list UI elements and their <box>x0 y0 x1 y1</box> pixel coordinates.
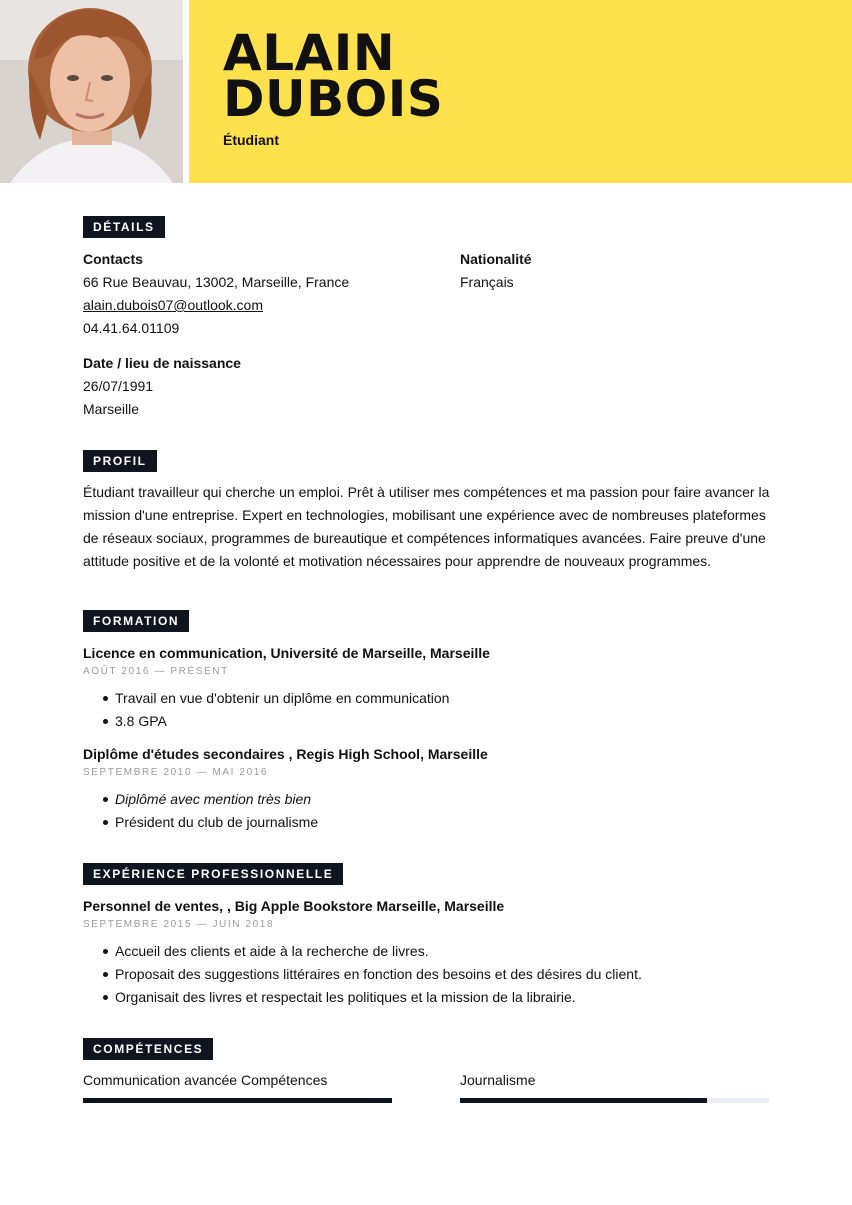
bullet-item: Président du club de journalisme <box>83 811 488 834</box>
bullet-item: Proposait des suggestions littéraires en fonction des besoins et des désires du client. <box>83 963 642 986</box>
birth-label: Date / lieu de naissance <box>83 355 241 371</box>
section-title-experience: EXPÉRIENCE PROFESSIONNELLE <box>83 863 343 885</box>
entry-dates: AOÛT 2016 — PRÉSENT <box>83 666 229 677</box>
candidate-name <box>223 24 444 128</box>
entry-title: Diplôme d'études secondaires , Regis High School, Marseille <box>83 746 488 762</box>
birth-date: 26/07/1991 <box>83 378 154 394</box>
bullet-item: Organisait des livres et respectait les politiques et la mission de la librairie. <box>83 986 642 1009</box>
skill-name: Journalisme <box>460 1072 536 1088</box>
nationality-label: Nationalité <box>460 251 532 267</box>
entry-bullets <box>83 687 490 733</box>
profile-photo <box>0 0 183 183</box>
entry-bullets <box>83 788 488 834</box>
skill-level-bar <box>83 1098 392 1103</box>
skill-level-fill <box>83 1098 392 1103</box>
bullet-item: 3.8 GPA <box>83 710 490 733</box>
section-title-details: DÉTAILS <box>83 216 165 238</box>
skill-level-bar <box>460 1098 769 1103</box>
section-title-profile: PROFIL <box>83 450 157 472</box>
profile-text: Étudiant travailleur qui cherche un emploi. Prêt à utiliser mes compétences et ma passion pour faire avancer la mission d'une entreprise. Expert en technologies, mobilisant une expérience avec de nombreuses plateformes de réseaux sociaux, programmes de bureautique et compétences informatiques avancées. Faire preuve d'une attitude positive et de la volonté et motivation nécessaires pour apprendre de nouveaux programmes. <box>83 484 770 569</box>
education-entry <box>83 643 490 733</box>
entry-dates: SEPTEMBRE 2015 — JUIN 2018 <box>83 919 275 930</box>
avatar-portrait <box>0 0 183 183</box>
bullet-item: Travail en vue d'obtenir un diplôme en communication <box>83 687 490 710</box>
skill-level-fill <box>460 1098 707 1103</box>
experience-entry <box>83 896 642 1009</box>
bullet-item: Accueil des clients et aide à la recherche de livres. <box>83 940 642 963</box>
address: 66 Rue Beauvau, 13002, Marseille, France <box>83 274 350 290</box>
contacts-label: Contacts <box>83 251 143 267</box>
education-entry <box>83 744 488 834</box>
email-link[interactable]: alain.dubois07@outlook.com <box>83 297 263 313</box>
nationality-block <box>460 248 532 294</box>
phone: 04.41.64.01109 <box>83 320 180 336</box>
nationality: Français <box>460 274 514 290</box>
entry-dates: SEPTEMBRE 2010 — MAI 2016 <box>83 767 269 778</box>
skill-name: Communication avancée Compétences <box>83 1072 328 1088</box>
last-name: DUBOIS <box>223 70 444 128</box>
birth-block <box>83 352 241 421</box>
entry-title: Personnel de ventes, , Big Apple Bookstore Marseille, Marseille <box>83 898 505 914</box>
contacts-block <box>83 248 349 340</box>
candidate-role: Étudiant <box>223 132 279 148</box>
bullet-item: Diplômé avec mention très bien <box>83 788 488 811</box>
section-title-skills: COMPÉTENCES <box>83 1038 213 1060</box>
entry-bullets <box>83 940 642 1009</box>
birth-place: Marseille <box>83 401 140 417</box>
entry-title: Licence en communication, Université de Marseille, Marseille <box>83 645 490 661</box>
first-name: ALAIN <box>223 24 396 82</box>
section-title-education: FORMATION <box>83 610 189 632</box>
